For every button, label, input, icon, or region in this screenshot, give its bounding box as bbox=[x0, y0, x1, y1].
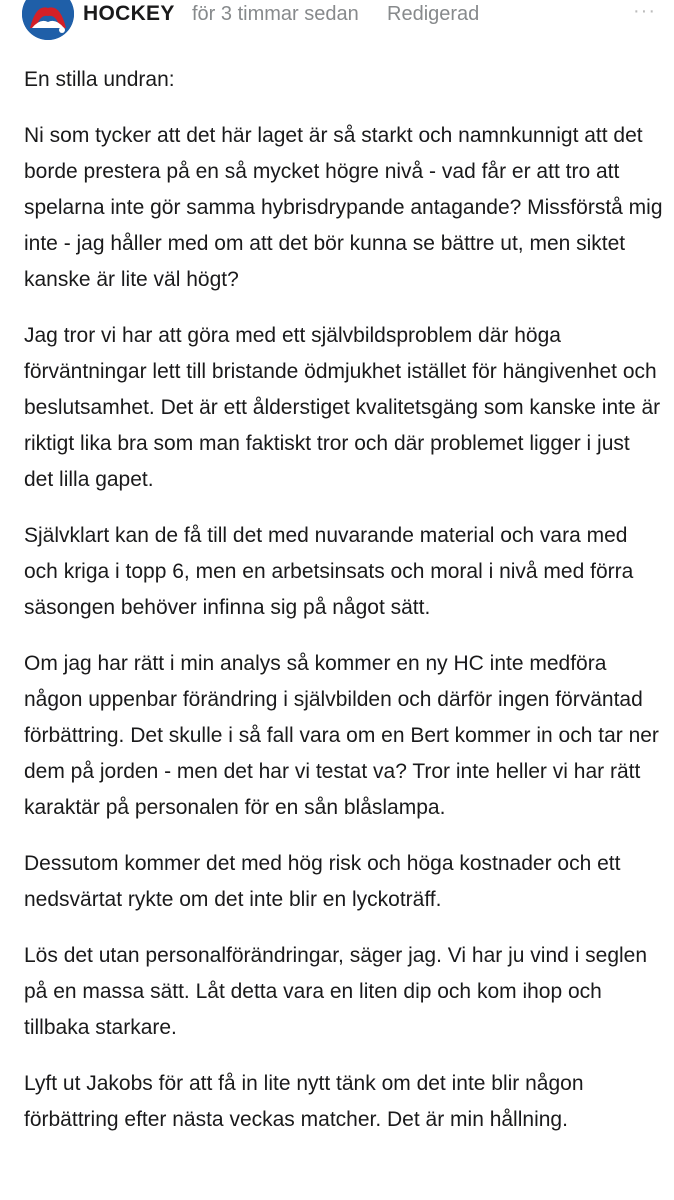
edited-label: Redigerad bbox=[387, 3, 480, 25]
comment-paragraph: Lös det utan personalförändringar, säger jag. Vi har ju vind i seglen på en massa sätt. Låt detta vara en liten dip och kom ihop och tillbaka starkare. bbox=[24, 944, 648, 1039]
comment-body bbox=[24, 62, 664, 1158]
avatar[interactable] bbox=[22, 0, 74, 40]
post-timestamp: för 3 timmar sedan bbox=[192, 3, 359, 25]
comment-header bbox=[0, 0, 674, 40]
comment-paragraph: Lyft ut Jakobs för att få in lite nytt tänk om det inte blir någon förbättring efter nästa veckas matcher. Det är min hållning. bbox=[24, 1072, 584, 1131]
comment-paragraph: Ni som tycker att det här laget är så starkt och namnkunnigt att det borde prestera på en så mycket högre nivå - vad får er att tro att spelarna inte gör samma hybrisdrypande antagande? Missförstå mig inte - jag håller med om att det bör kunna se bättre ut, men siktet kanske är lite väl högt? bbox=[24, 124, 663, 291]
comment-paragraph: Om jag har rätt i min analys så kommer en ny HC inte medföra någon uppenbar förändring i självbilden och därför ingen förväntad förbättring. Det skulle i så fall vara om en Bert kommer in och tar ner dem på jorden - men det har vi testat va? Tror inte heller vi har rätt karaktär på personalen för en sån blåslampa. bbox=[24, 652, 659, 819]
team-logo-icon bbox=[22, 0, 74, 40]
comment-paragraph: Jag tror vi har att göra med ett självbildsproblem där höga förväntningar lett till bristande ödmjukhet istället för hängivenhet och beslutsamhet. Det är ett ålderstiget kvalitetsgäng som kanske inte är riktigt lika bra som man faktiskt tror och där problemet ligger i just det lilla gapet. bbox=[24, 324, 661, 491]
more-options-icon[interactable]: ··· bbox=[633, 0, 656, 22]
comment-paragraph: En stilla undran: bbox=[24, 68, 175, 91]
author-username[interactable]: HOCKEY bbox=[83, 2, 175, 25]
comment-paragraph: Dessutom kommer det med hög risk och höga kostnader och ett nedsvärtat rykte om det inte blir en lyckoträff. bbox=[24, 852, 621, 911]
comment-paragraph: Självklart kan de få till det med nuvarande material och vara med och kriga i topp 6, men en arbetsinsats och moral i nivå med förra säsongen behöver infinna sig på något sätt. bbox=[24, 524, 634, 619]
